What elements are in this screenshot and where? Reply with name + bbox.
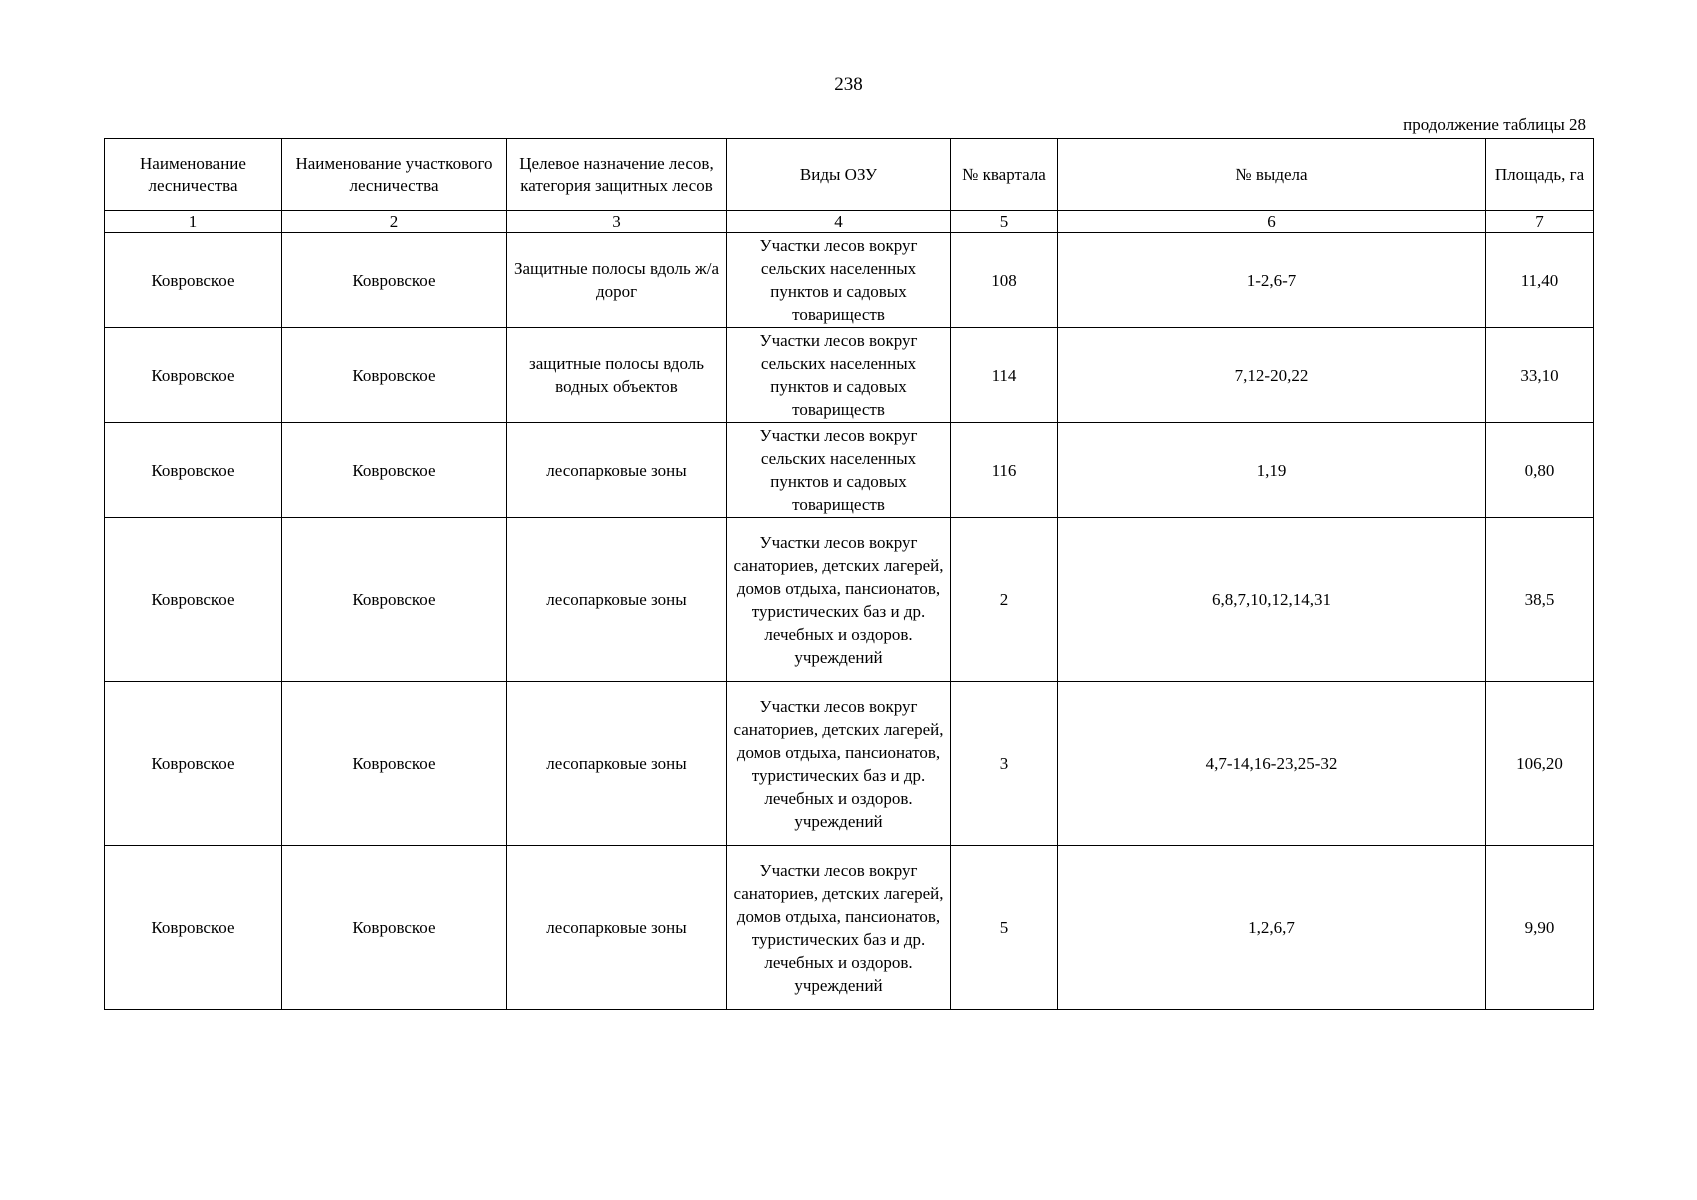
header-plot-number: № выдела bbox=[1058, 139, 1486, 211]
cell-plots: 4,7-14,16-23,25-32 bbox=[1058, 682, 1486, 846]
column-number: 2 bbox=[282, 211, 507, 233]
cell-forestry: Ковровское bbox=[105, 423, 282, 518]
cell-quarter: 3 bbox=[951, 682, 1058, 846]
cell-ozu-type: Участки лесов вокруг санаториев, детских лагерей, домов отдыха, пансионатов, туристических баз и др. лечебных и оздоров. учреждений bbox=[727, 682, 951, 846]
cell-purpose: лесопарковые зоны bbox=[507, 682, 727, 846]
header-quarter-number: № квартала bbox=[951, 139, 1058, 211]
cell-purpose: защитные полосы вдоль водных объектов bbox=[507, 328, 727, 423]
cell-plots: 6,8,7,10,12,14,31 bbox=[1058, 518, 1486, 682]
cell-district-forestry: Ковровское bbox=[282, 846, 507, 1010]
cell-district-forestry: Ковровское bbox=[282, 423, 507, 518]
cell-ozu-type: Участки лесов вокруг сельских населенных пунктов и садовых товариществ bbox=[727, 233, 951, 328]
column-number: 5 bbox=[951, 211, 1058, 233]
table-row bbox=[105, 233, 1594, 328]
cell-forestry: Ковровское bbox=[105, 233, 282, 328]
cell-forestry: Ковровское bbox=[105, 682, 282, 846]
header-forestry: Наименование лесничества bbox=[105, 139, 282, 211]
header-district-forestry: Наименование участкового лесничества bbox=[282, 139, 507, 211]
table-row bbox=[105, 423, 1594, 518]
table-row bbox=[105, 328, 1594, 423]
protective-forest-table bbox=[104, 138, 1594, 1010]
cell-area: 38,5 bbox=[1486, 518, 1594, 682]
cell-area: 106,20 bbox=[1486, 682, 1594, 846]
cell-purpose: лесопарковые зоны bbox=[507, 423, 727, 518]
cell-district-forestry: Ковровское bbox=[282, 328, 507, 423]
column-number: 1 bbox=[105, 211, 282, 233]
cell-quarter: 114 bbox=[951, 328, 1058, 423]
header-ozu-type: Виды ОЗУ bbox=[727, 139, 951, 211]
cell-plots: 1-2,6-7 bbox=[1058, 233, 1486, 328]
table-row bbox=[105, 682, 1594, 846]
cell-purpose: Защитные полосы вдоль ж/а дорог bbox=[507, 233, 727, 328]
table-row bbox=[105, 846, 1594, 1010]
cell-purpose: лесопарковые зоны bbox=[507, 846, 727, 1010]
cell-forestry: Ковровское bbox=[105, 846, 282, 1010]
cell-area: 0,80 bbox=[1486, 423, 1594, 518]
cell-plots: 1,19 bbox=[1058, 423, 1486, 518]
cell-district-forestry: Ковровское bbox=[282, 682, 507, 846]
cell-purpose: лесопарковые зоны bbox=[507, 518, 727, 682]
cell-ozu-type: Участки лесов вокруг санаториев, детских лагерей, домов отдыха, пансионатов, туристических баз и др. лечебных и оздоров. учреждений bbox=[727, 846, 951, 1010]
cell-district-forestry: Ковровское bbox=[282, 233, 507, 328]
cell-forestry: Ковровское bbox=[105, 518, 282, 682]
header-purpose-category: Целевое назначение лесов, категория защитных лесов bbox=[507, 139, 727, 211]
table-continuation-note: продолжение таблицы 28 bbox=[1403, 115, 1586, 134]
table-row bbox=[105, 518, 1594, 682]
cell-ozu-type: Участки лесов вокруг сельских населенных пунктов и садовых товариществ bbox=[727, 328, 951, 423]
cell-area: 11,40 bbox=[1486, 233, 1594, 328]
header-area: Площадь, га bbox=[1486, 139, 1594, 211]
cell-quarter: 108 bbox=[951, 233, 1058, 328]
cell-ozu-type: Участки лесов вокруг санаториев, детских лагерей, домов отдыха, пансионатов, туристических баз и др. лечебных и оздоров. учреждений bbox=[727, 518, 951, 682]
column-number: 4 bbox=[727, 211, 951, 233]
cell-area: 33,10 bbox=[1486, 328, 1594, 423]
cell-quarter: 116 bbox=[951, 423, 1058, 518]
page-number: 238 bbox=[834, 74, 863, 95]
column-number: 7 bbox=[1486, 211, 1594, 233]
cell-district-forestry: Ковровское bbox=[282, 518, 507, 682]
cell-quarter: 2 bbox=[951, 518, 1058, 682]
cell-ozu-type: Участки лесов вокруг сельских населенных пунктов и садовых товариществ bbox=[727, 423, 951, 518]
table-header-row bbox=[105, 139, 1594, 211]
column-number-row bbox=[105, 211, 1594, 233]
cell-quarter: 5 bbox=[951, 846, 1058, 1010]
cell-plots: 7,12-20,22 bbox=[1058, 328, 1486, 423]
column-number: 3 bbox=[507, 211, 727, 233]
cell-forestry: Ковровское bbox=[105, 328, 282, 423]
column-number: 6 bbox=[1058, 211, 1486, 233]
cell-area: 9,90 bbox=[1486, 846, 1594, 1010]
cell-plots: 1,2,6,7 bbox=[1058, 846, 1486, 1010]
